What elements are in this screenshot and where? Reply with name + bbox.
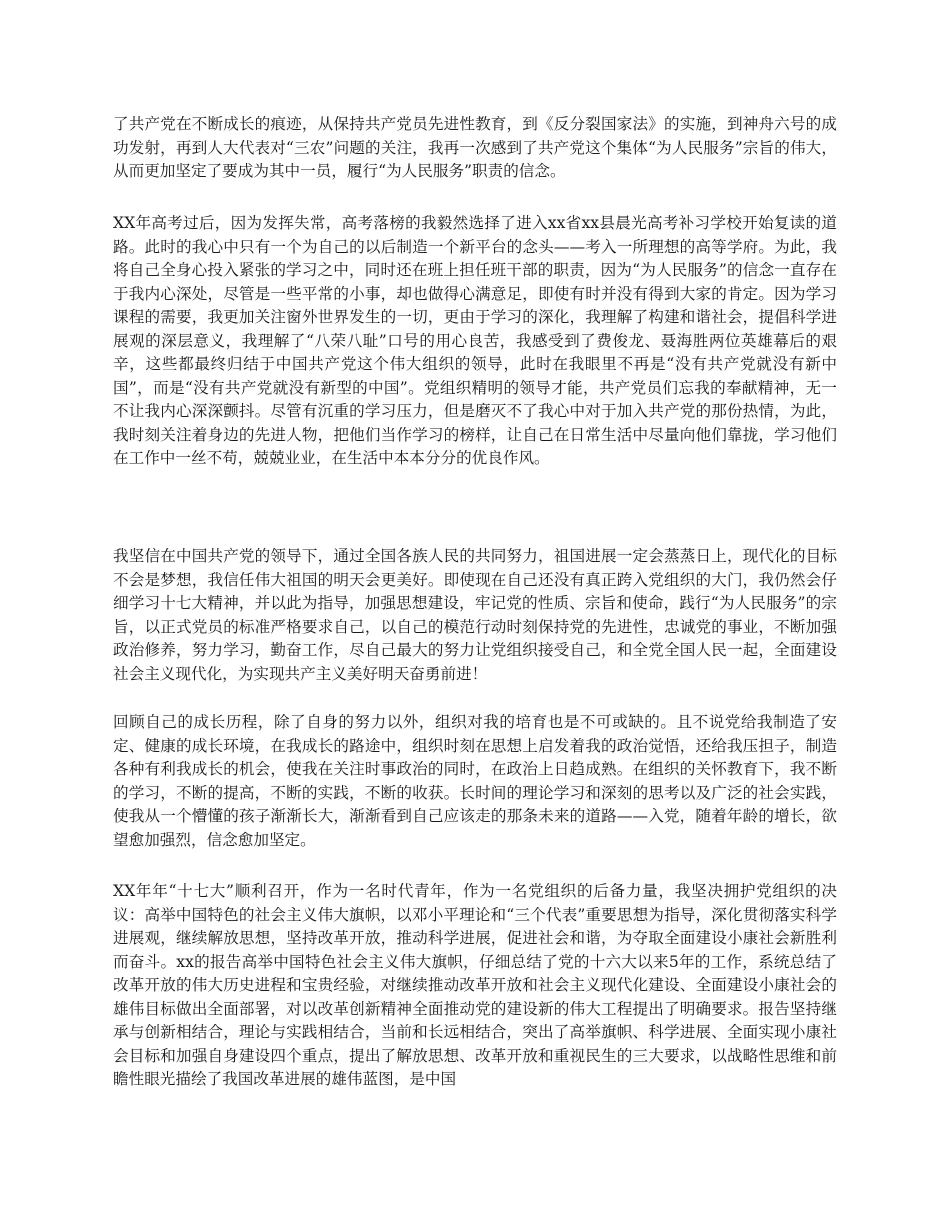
paragraph-2: XX年高考过后，因为发挥失常，高考落榜的我毅然选择了进入xx省xx县晨光高考补习学校开始复读的道路。此时的我心中只有一个为自己的以后制造一个新平台的念头——考入一所理想的高等学府。为此，我将自己全身心投入紧张的学习之中，同时还在班上担任班干部的职责，因为“为人民服务”的信念一直存在于我内心深处，尽管是一些平常的小事，却也做得心满意足，即使有时并没有得到大家的肯定。因为学习课程的需要，我更加关注窗外世界发生的一切，更由于学习的深化，我理解了构建和谐社会，提倡科学进展观的深层意义，我理解了“八荣八耻”口号的用心良苦，我感受到了费俊龙、聂海胜两位英雄幕后的艰辛，这些都最终归结于中国共产党这个伟大组织的领导，此时在我眼里不再是“没有共产党就没有新中国”，而是“没有共产党就没有新型的中国”。党组织精明的领导才能，共产党员们忘我的奉献精神，无一不让我内心深深颤抖。尽管有沉重的学习压力，但是磨灭不了我心中对于加入共产党的那份热情，为此，我时刻关注着身边的先进人物，把他们当作学习的榜样，让自己在日常生活中尽量向他们靠拢，学习他们在工作中一丝不苟，兢兢业业，在生活中本本分分的优良作风。: [113, 214, 837, 467]
paragraph-3: 我坚信在中国共产党的领导下，通过全国各族人民的共同努力，祖国进展一定会蒸蒸日上，现代化的目标不会是梦想，我信任伟大祖国的明天会更美好。即使现在自己还没有真正跨入党组织的大门，我仍然会仔细学习十七大精神，并以此为指导，加强思想建设，牢记党的性质、宗旨和使命，践行“为人民服务”的宗旨，以正式党员的标准严格要求自己，以自己的模范行动时刻保持党的先进性，忠诚党的事业，不断加强政治修养，努力学习，勤奋工作，尽自己最大的努力让党组织接受自己，和全党全国人民一起，全面建设社会主义现代化，为实现共产主义美好明天奋勇前进！: [113, 547, 837, 683]
paragraph-4: 回顾自己的成长历程，除了自身的努力以外，组织对我的培育也是不可或缺的。且不说党给我制造了安定、健康的成长环境，在我成长的路途中，组织时刻在思想上启发着我的政治觉悟，还给我压担子，制造各种有利我成长的机会，使我在关注时事政治的同时，在政治上日趋成熟。在组织的关怀教育下，我不断的学习，不断的提高，不断的实践，不断的收获。长时间的理论学习和深刻的思考以及广泛的社会实践，使我从一个懵懂的孩子渐渐长大，渐渐看到自己应该走的那条未来的道路——入党，随着年龄的增长，欲望愈加强烈，信念愈加坚定。: [113, 713, 837, 849]
paragraph-5: XX年年“十七大”顺利召开，作为一名时代青年，作为一名党组织的后备力量，我坚决拥护党组织的决议：高举中国特色的社会主义伟大旗帜，以邓小平理论和“三个代表”重要思想为指导，深化贯彻落实科学进展观，继续解放思想，坚持改革开放，推动科学进展，促进社会和谐，为夺取全面建设小康社会新胜利而奋斗。xx的报告高举中国特色社会主义伟大旗帜，仔细总结了党的十六大以来5年的工作，系统总结了改革开放的伟大历史进程和宝贵经验，对继续推动改革开放和社会主义现代化建设、全面建设小康社会的雄伟目标做出全面部署，对以改革创新精神全面推动党的建设新的伟大工程提出了明确要求。报告坚持继承与创新相结合，理论与实践相结合，当前和长远相结合，突出了高举旗帜、科学进展、全面实现小康社会目标和加强自身建设四个重点，提出了解放思想、改革开放和重视民生的三大要求，以战略性思维和前瞻性眼光描绘了我国改革进展的雄伟蓝图，是中国: [113, 882, 837, 1088]
paragraph-1: 了共产党在不断成长的痕迹，从保持共产党员先进性教育，到《反分裂国家法》的实施，到神舟六号的成功发射，再到人大代表对“三农”问题的关注，我再一次感到了共产党这个集体“为人民服务”宗旨的伟大，从而更加坚定了要成为其中一员，履行“为人民服务”职责的信念。: [113, 115, 837, 180]
